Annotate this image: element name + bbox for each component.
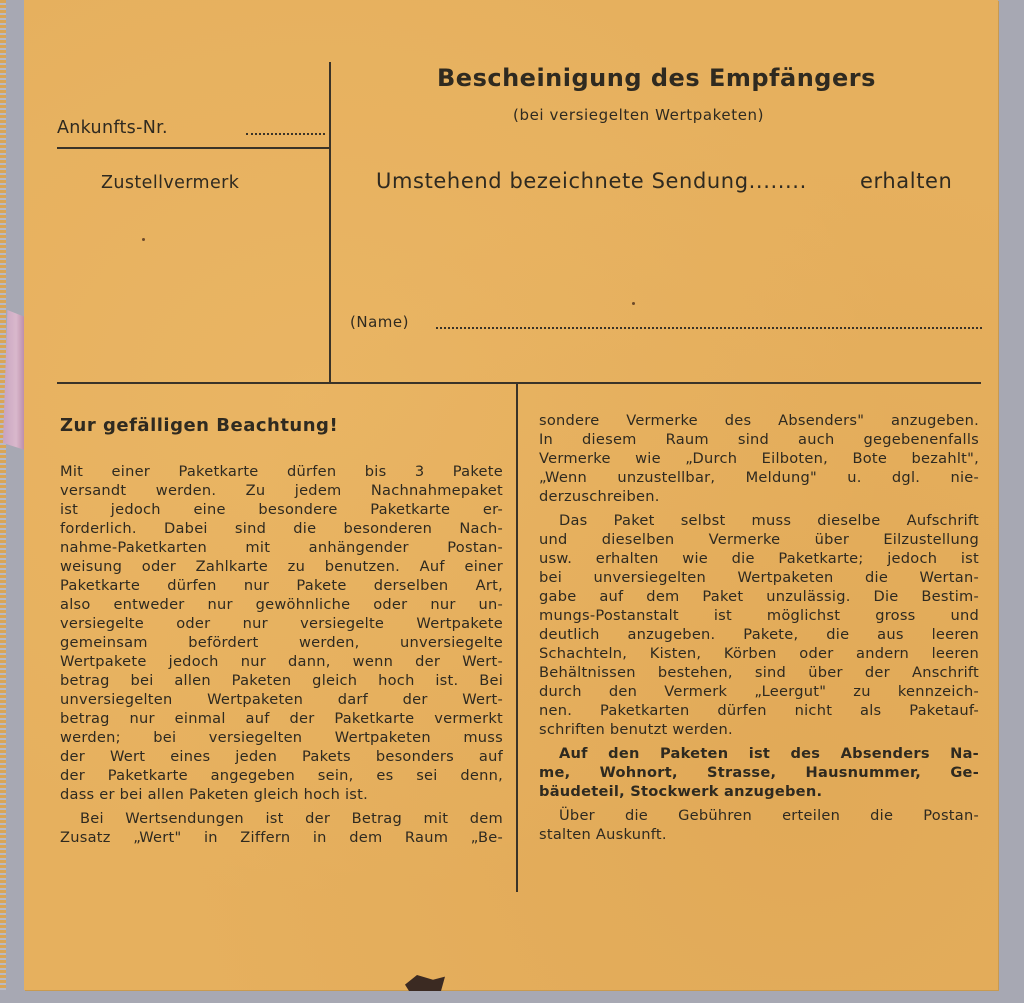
notice-line: usw. erhalten wie die Paketkarte; jedoch ist bbox=[539, 550, 979, 567]
arrival-underline bbox=[57, 147, 329, 149]
notice-line: stalten Auskunft. bbox=[539, 826, 667, 843]
notice-line: Schachteln, Kisten, Körben oder andern leeren bbox=[539, 645, 979, 662]
notice-line: Mit einer Paketkarte dürfen bis 3 Pakete bbox=[60, 463, 503, 480]
torn-stamp-remnant bbox=[3, 310, 25, 450]
notice-line: schriften benutzt werden. bbox=[539, 721, 733, 738]
notice-line: Vermerke wie „Durch Eilboten, Bote bezahlt", bbox=[539, 450, 979, 467]
ink-speck bbox=[632, 302, 635, 305]
notice-line: Auf den Paketen ist des Absenders Na- bbox=[559, 745, 979, 762]
notice-line: „Wenn unzustellbar, Meldung" u. dgl. nie- bbox=[539, 469, 979, 486]
arrival-number-label: Ankunfts-Nr. bbox=[57, 118, 168, 138]
notice-line: nahme-Paketkarten mit anhängender Postan- bbox=[60, 539, 503, 556]
notice-line: Das Paket selbst muss dieselbe Aufschrift bbox=[559, 512, 979, 529]
notice-right-column bbox=[539, 411, 979, 844]
section-divider bbox=[57, 382, 981, 384]
notice-line: dass er bei allen Paketen gleich hoch ist. bbox=[60, 786, 368, 803]
notice-line: versiegelte oder nur versiegelte Wertpakete bbox=[60, 615, 503, 632]
notice-heading: Zur gefälligen Beachtung! bbox=[60, 415, 339, 436]
notice-line: Zusatz „Wert" in Ziffern in dem Raum „Be- bbox=[60, 829, 503, 846]
notice-line: Bei Wertsendungen ist der Betrag mit dem bbox=[80, 810, 503, 827]
notice-line: Paketkarte dürfen nur Pakete derselben Art, bbox=[60, 577, 503, 594]
notice-line: werden; bei versiegelten Wertpaketen muss bbox=[60, 729, 503, 746]
notice-line: gemeinsam befördert werden, unversiegelte bbox=[60, 634, 503, 651]
received-statement-end: erhalten bbox=[860, 169, 953, 193]
vertical-divider-bottom bbox=[516, 384, 518, 892]
notice-line: me, Wohnort, Strasse, Hausnummer, Ge- bbox=[539, 764, 979, 781]
recipient-certificate-title: Bescheinigung des Empfängers bbox=[437, 64, 876, 92]
notice-line: Über die Gebühren erteilen die Postan- bbox=[559, 807, 979, 824]
notice-left-column bbox=[60, 462, 503, 847]
notice-line: nen. Paketkarten dürfen nicht als Paketauf- bbox=[539, 702, 979, 719]
notice-line: gabe auf dem Paket unzulässig. Die Bestim- bbox=[539, 588, 979, 605]
notice-line: bäudeteil, Stockwerk anzugeben. bbox=[539, 783, 823, 800]
notice-line: betrag bei allen Paketen gleich hoch ist. Bei bbox=[60, 672, 503, 689]
notice-line: forderlich. Dabei sind die besonderen Nach- bbox=[60, 520, 503, 537]
notice-line: derzuschreiben. bbox=[539, 488, 660, 505]
delivery-note-label: Zustellvermerk bbox=[101, 173, 240, 193]
notice-line: bei unversiegelten Wertpaketen die Wertan- bbox=[539, 569, 979, 586]
notice-line: Behältnissen bestehen, sind über der Anschrift bbox=[539, 664, 979, 681]
notice-line: also entweder nur gewöhnliche oder nur un- bbox=[60, 596, 503, 613]
notice-line: sondere Vermerke des Absenders" anzugeben. bbox=[539, 412, 979, 429]
recipient-certificate-subtitle: (bei versiegelten Wertpaketen) bbox=[513, 106, 765, 124]
received-statement: Umstehend bezeichnete Sendung........ bbox=[376, 169, 807, 193]
notice-line: Wertpakete jedoch nur dann, wenn der Wert- bbox=[60, 653, 503, 670]
perforated-edge bbox=[0, 0, 6, 990]
name-label: (Name) bbox=[350, 313, 409, 331]
vertical-divider-top bbox=[329, 62, 331, 382]
notice-line: ist jedoch eine besondere Paketkarte er- bbox=[60, 501, 503, 518]
notice-line: der Paketkarte angegeben sein, es sei denn, bbox=[60, 767, 503, 784]
ink-speck bbox=[142, 238, 145, 241]
notice-line: weisung oder Zahlkarte zu benutzen. Auf einer bbox=[60, 558, 503, 575]
notice-line: In diesem Raum sind auch gegebenenfalls bbox=[539, 431, 979, 448]
notice-line: durch den Vermerk „Leergut" zu kennzeich- bbox=[539, 683, 979, 700]
notice-line: versandt werden. Zu jedem Nachnahmepaket bbox=[60, 482, 503, 499]
notice-line: und dieselben Vermerke über Eilzustellung bbox=[539, 531, 979, 548]
arrival-number-dots bbox=[246, 133, 325, 135]
name-signature-line bbox=[436, 327, 982, 329]
notice-line: der Wert eines jeden Pakets besonders auf bbox=[60, 748, 503, 765]
notice-line: betrag nur einmal auf der Paketkarte vermerkt bbox=[60, 710, 503, 727]
notice-line: deutlich anzugeben. Pakete, die aus leeren bbox=[539, 626, 979, 643]
notice-line: mungs-Postanstalt ist möglichst gross und bbox=[539, 607, 979, 624]
sender-details-notice bbox=[539, 744, 979, 801]
notice-line: unversiegelten Wertpaketen darf der Wert- bbox=[60, 691, 503, 708]
